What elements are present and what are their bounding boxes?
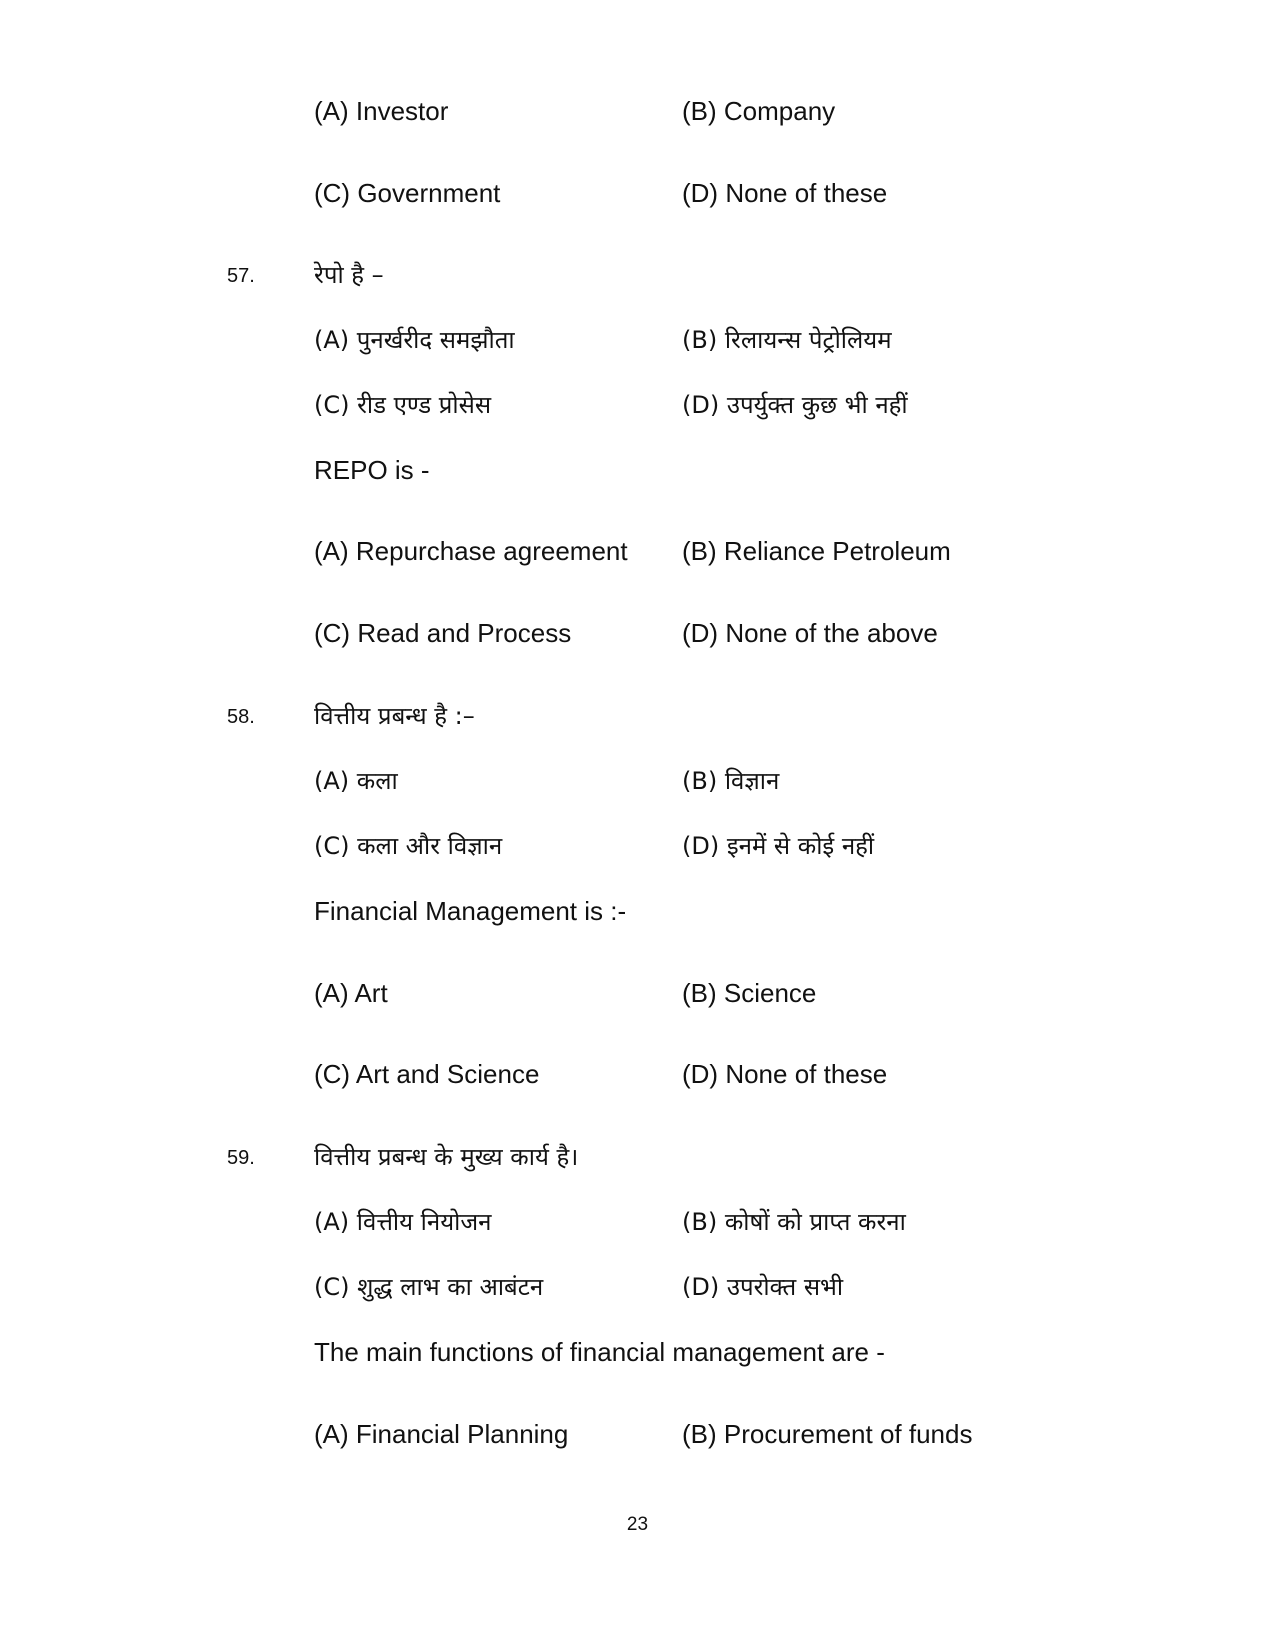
q59-hindi-option-b: (B) कोषों को प्राप्त करना (682, 1208, 906, 1236)
q58-option-c: (C) Art and Science (314, 1059, 540, 1089)
q56-option-d: (D) None of these (682, 178, 888, 208)
q57-hindi-option-d: (D) उपर्युक्त कुछ भी नहीं (682, 391, 908, 419)
q59-hindi-option-c: (C) शुद्ध लाभ का आबंटन (314, 1273, 544, 1301)
q58-hindi-option-c: (C) कला और विज्ञान (314, 832, 503, 860)
q59-option-a: (A) Financial Planning (314, 1419, 569, 1449)
q58-option-d: (D) None of these (682, 1059, 888, 1089)
q57-option-d: (D) None of the above (682, 618, 938, 648)
q57-number: 57. (227, 265, 255, 287)
q57-hindi-option-c: (C) रीड एण्ड प्रोसेस (314, 391, 492, 419)
q58-hindi-option-d: (D) इनमें से कोई नहीं (682, 832, 875, 860)
q58-hindi-option-a: (A) कला (314, 767, 398, 795)
q58-number: 58. (227, 706, 255, 728)
q59-hindi-option-d: (D) उपरोक्त सभी (682, 1273, 844, 1301)
q56-option-b: (B) Company (682, 96, 836, 126)
q57-option-a: (A) Repurchase agreement (314, 536, 628, 566)
q59-hindi-option-a: (A) वित्तीय नियोजन (314, 1208, 492, 1236)
q58-hindi-question: वित्तीय प्रबन्ध है :– (314, 702, 475, 730)
q59-option-b: (B) Procurement of funds (682, 1419, 973, 1449)
q58-option-b: (B) Science (682, 978, 817, 1008)
page-number: 23 (626, 1514, 649, 1535)
q57-question: REPO is - (314, 455, 430, 485)
q58-question: Financial Management is :- (314, 896, 627, 926)
q58-option-a: (A) Art (314, 978, 388, 1008)
q57-option-c: (C) Read and Process (314, 618, 572, 648)
q59-hindi-question: वित्तीय प्रबन्ध के मुख्य कार्य है। (314, 1143, 579, 1171)
q58-hindi-option-b: (B) विज्ञान (682, 767, 780, 795)
q59-question: The main functions of financial management are - (314, 1337, 885, 1367)
q56-option-c: (C) Government (314, 178, 501, 208)
q57-hindi-option-b: (B) रिलायन्स पेट्रोलियम (682, 326, 892, 354)
q57-hindi-option-a: (A) पुनर्खरीद समझौता (314, 326, 515, 354)
q57-hindi-question: रेपो है – (314, 261, 384, 289)
q59-number: 59. (227, 1147, 255, 1169)
q56-option-a: (A) Investor (314, 96, 449, 126)
q57-option-b: (B) Reliance Petroleum (682, 536, 951, 566)
